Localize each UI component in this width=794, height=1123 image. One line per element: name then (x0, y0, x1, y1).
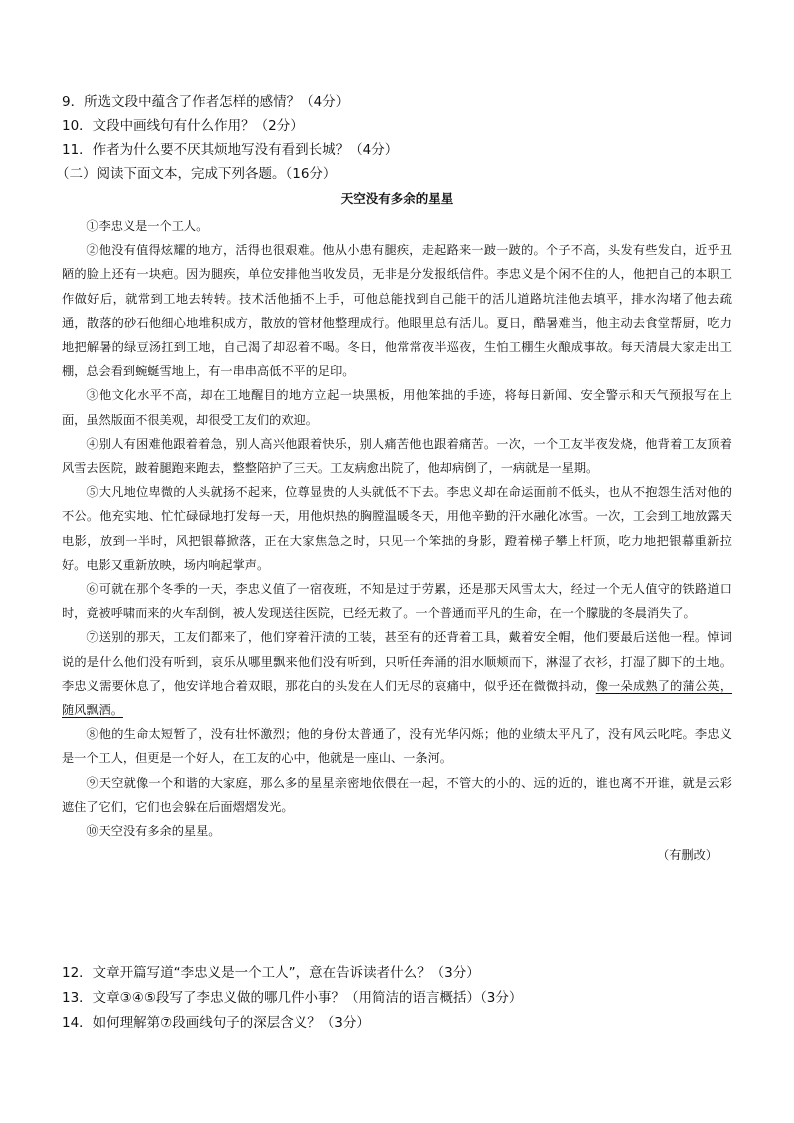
paragraph-6: ⑥可就在那个冬季的一天，李忠义值了一宿夜班，不知是过于劳累，还是那天风雪太大，经过一个无人值守的铁路道口时，竟被呼啸而来的火车刮倒，被人发现送往医院，已经无救了。一个普通而平凡的生命，在一个朦胧的冬晨消失了。 (62, 582, 732, 621)
paragraph-1: ①李忠义是一个工人。 (86, 219, 209, 233)
paragraph-7-text: ⑦送别的那天，工友们都来了，他们穿着汗渍的工装，甚至有的还背着工具，戴着安全帽，他们要最后送他一程。悼词说的是什么他们没有听到，哀乐从哪里飘来他们没有听到，只听任奔涌的泪水顺颊而下，淋湿了衣衫，打湿了脚下的土地。李忠义需要休息了，他安详地合着双眼，那花白的头发在人们无尽的哀痛中，似乎还在微微抖动， (62, 630, 732, 693)
paragraph-9: ⑨天空就像一个和谐的大家庭，那么多的星星亲密地依偎在一起，不管大的小的、远的近的，谁也离不开谁，就是云彩遮住了它们，它们也会躲在后面熠熠发光。 (62, 775, 732, 814)
paragraph-10: ⑩天空没有多余的星星。 (86, 824, 221, 839)
paragraph-5: ⑤大凡地位卑微的人头就扬不起来，位尊显贵的人头就低不下去。李忠义却在命运面前不低头，也从不抱怨生活对他的不公。他充实地、忙忙碌碌地打发每一天，用他炽热的胸膛温暖冬天，用他辛勤的汗水融化冰雪。一次，工会到工地放露天电影，放到一半时，风把银幕掀落，正在大家焦急之时，只见一个笨拙的身影，蹬着梯子攀上杆顶，吃力地把银幕重新拉好。电影又重新放映，场内响起掌声。 (62, 485, 732, 572)
question-14: 14．如何理解第⑦段画线句子的深层含义？（3分） (62, 1015, 370, 1031)
paragraph-7 (62, 625, 732, 722)
question-12: 12．文章开篇写道“李忠义是一个工人”，意在告诉读者什么？（3分） (62, 965, 480, 981)
paragraph-4: ④别人有困难他跟着着急，别人高兴他跟着快乐，别人痛苦他也跟着痛苦。一次，一个工友半夜发烧，他背着工友顶着风雪去医院，跛着腿跑来跑去，整整陪护了三天。工友病愈出院了，他却病倒了，一病就是一星期。 (62, 436, 732, 476)
edit-note: （有删改） (657, 848, 718, 863)
article-body (62, 214, 732, 867)
article-title: 天空没有多余的星星 (340, 191, 454, 206)
question-9: 9．所选文段中蕴含了作者怎样的感情？（4分） (62, 94, 350, 110)
underlined-sentence: 像一朵成熟了的蒲公英，随风飘洒。 (62, 678, 733, 718)
paragraph-8: ⑧他的生命太短暂了，没有壮怀激烈；他的身份太普通了，没有光华闪烁；他的业绩太平凡了，没有风云叱咤。李忠义是一个工人，但更是一个好人，在工友的心中，他就是一座山、一条河。 (62, 727, 732, 766)
paragraph-3: ③他文化水平不高，却在工地醒目的地方立起一块黑板，用他笨拙的手迹，将每日新闻、安全警示和天气预报写在上面，虽然版面不很美观，却很受工友们的欢迎。 (62, 388, 732, 427)
paragraph-2: ②他没有值得炫耀的地方，活得也很艰难。他从小患有腿疾，走起路来一跛一跛的。个子不高，头发有些发白，近乎丑陋的脸上还有一块疤。因为腿疾，单位安排他当收发员，无非是分发报纸信件。李忠义是个闲不住的人，他把自己的本职工作做好后，就常到工地去转转。技术活他插不上手，可他总能找到自己能干的活儿道路坑洼他去填平，排水沟堵了他去疏通，散落的砂石他细心地堆积成方，散放的管材他整理成行。他眼里总有活儿。夏日，酷暑难当，他主动去食堂帮厨，吃力地把解暑的绿豆汤扛到工地，自己渴了却忍着不喝。冬日，他常常夜半巡夜，生怕工棚生火酿成事故。每天清晨大家走出工棚，总会看到蜿蜒雪地上，有一串串高低不平的足印。 (62, 243, 732, 379)
question-10: 10．文段中画线句有什么作用？（2分） (62, 118, 304, 134)
question-11: 11．作者为什么要不厌其烦地写没有看到长城？（4分） (62, 142, 399, 158)
section-heading: （二）阅读下面文本，完成下列各题。（16分） (56, 166, 337, 182)
question-13: 13．文章③④⑤段写了李忠义做的哪几件小事？（用简洁的语言概括）（3分） (62, 990, 523, 1006)
